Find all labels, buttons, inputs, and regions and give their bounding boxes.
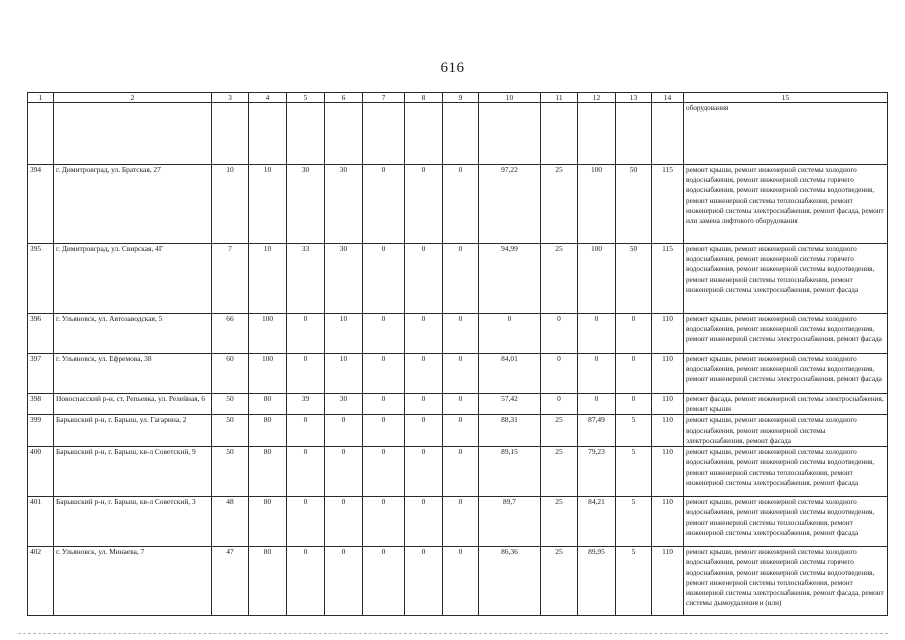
value-cell: 0 xyxy=(325,415,363,447)
row-number-cell: 398 xyxy=(28,394,54,415)
value-cell: 100 xyxy=(249,354,287,394)
column-number-4: 4 xyxy=(249,93,287,103)
address-cell: Барышский р-н, г. Барыш, ул. Гагарина, 2 xyxy=(54,415,212,447)
value-cell: 50 xyxy=(212,394,249,415)
value-cell: 115 xyxy=(652,244,684,314)
value-cell: 79,23 xyxy=(578,447,616,497)
value-cell: 30 xyxy=(325,394,363,415)
column-number-15: 15 xyxy=(684,93,888,103)
value-cell: 25 xyxy=(541,165,578,244)
row-number-cell: 395 xyxy=(28,244,54,314)
value-cell: 0 xyxy=(443,244,479,314)
value-cell xyxy=(287,103,325,165)
value-cell xyxy=(249,103,287,165)
value-cell: 0 xyxy=(405,244,443,314)
address-cell: г. Димитровград, ул. Свирская, 4Г xyxy=(54,244,212,314)
repair-program-table xyxy=(27,92,888,616)
value-cell: 0 xyxy=(325,547,363,616)
value-cell: 0 xyxy=(578,394,616,415)
value-cell xyxy=(479,103,541,165)
value-cell: 110 xyxy=(652,415,684,447)
address-cell: г. Ульяновск, ул. Автозаводская, 5 xyxy=(54,314,212,354)
row-number-cell: 394 xyxy=(28,165,54,244)
value-cell: 0 xyxy=(363,394,405,415)
row-number-cell: 402 xyxy=(28,547,54,616)
value-cell: 100 xyxy=(249,314,287,354)
works-list-cell: ремонт крыши, ремонт инженерной системы холодного водоснабжения, ремонт инженерной системы водоотведения, ремонт инженерной системы теплоснабжения, ремонт инженерной системы электроснабжения, ремонт фасада xyxy=(684,497,888,547)
value-cell: 5 xyxy=(616,447,652,497)
value-cell: 110 xyxy=(652,394,684,415)
value-cell: 110 xyxy=(652,497,684,547)
value-cell: 50 xyxy=(212,415,249,447)
value-cell: 89,7 xyxy=(479,497,541,547)
value-cell: 110 xyxy=(652,314,684,354)
value-cell: 0 xyxy=(443,547,479,616)
column-number-1: 1 xyxy=(28,93,54,103)
value-cell: 0 xyxy=(363,354,405,394)
value-cell: 0 xyxy=(287,547,325,616)
row-number-cell: 400 xyxy=(28,447,54,497)
value-cell: 0 xyxy=(541,394,578,415)
value-cell: 39 xyxy=(287,394,325,415)
row-number-cell: 399 xyxy=(28,415,54,447)
works-list-cell: ремонт крыши, ремонт инженерной системы холодного водоснабжения, ремонт инженерной системы водоотведения, ремонт инженерной системы электроснабжения, ремонт фасада xyxy=(684,314,888,354)
table-row xyxy=(28,165,888,244)
value-cell xyxy=(363,103,405,165)
value-cell: 84,21 xyxy=(578,497,616,547)
value-cell: 89,15 xyxy=(479,447,541,497)
value-cell: 100 xyxy=(578,165,616,244)
value-cell: 0 xyxy=(405,165,443,244)
address-cell: Барышский р-н, г. Барыш, кв-л Советский, 9 xyxy=(54,447,212,497)
address-cell xyxy=(54,103,212,165)
works-list-cell: ремонт крыши, ремонт инженерной системы холодного водоснабжения, ремонт инженерной системы электроснабжения, ремонт фасада xyxy=(684,415,888,447)
value-cell: 5 xyxy=(616,547,652,616)
value-cell: 0 xyxy=(287,497,325,547)
address-cell: г. Ульяновск, ул. Минаева, 7 xyxy=(54,547,212,616)
works-list-cell: оборудования xyxy=(684,103,888,165)
value-cell: 110 xyxy=(652,547,684,616)
address-cell: Барышский р-н, г. Барыш, кв-л Советский, 3 xyxy=(54,497,212,547)
value-cell: 0 xyxy=(363,547,405,616)
value-cell: 0 xyxy=(363,244,405,314)
row-number-cell: 396 xyxy=(28,314,54,354)
table-body xyxy=(28,103,888,616)
table-row xyxy=(28,244,888,314)
value-cell: 0 xyxy=(287,314,325,354)
value-cell: 30 xyxy=(287,165,325,244)
column-number-5: 5 xyxy=(287,93,325,103)
value-cell: 0 xyxy=(541,314,578,354)
value-cell: 0 xyxy=(405,394,443,415)
row-number-cell xyxy=(28,103,54,165)
value-cell: 7 xyxy=(212,244,249,314)
value-cell: 5 xyxy=(616,415,652,447)
value-cell: 100 xyxy=(578,244,616,314)
table-row xyxy=(28,415,888,447)
value-cell: 25 xyxy=(541,447,578,497)
column-number-11: 11 xyxy=(541,93,578,103)
table-row xyxy=(28,547,888,616)
value-cell: 0 xyxy=(443,447,479,497)
value-cell xyxy=(652,103,684,165)
table-row xyxy=(28,497,888,547)
value-cell: 10 xyxy=(212,165,249,244)
value-cell xyxy=(405,103,443,165)
column-number-9: 9 xyxy=(443,93,479,103)
value-cell: 89,95 xyxy=(578,547,616,616)
value-cell: 80 xyxy=(249,394,287,415)
value-cell: 25 xyxy=(541,497,578,547)
value-cell: 0 xyxy=(405,497,443,547)
value-cell: 50 xyxy=(616,165,652,244)
value-cell: 87,49 xyxy=(578,415,616,447)
value-cell: 115 xyxy=(652,165,684,244)
value-cell: 0 xyxy=(405,415,443,447)
column-number-2: 2 xyxy=(54,93,212,103)
value-cell: 0 xyxy=(363,165,405,244)
table-row xyxy=(28,394,888,415)
value-cell: 0 xyxy=(578,314,616,354)
value-cell: 48 xyxy=(212,497,249,547)
column-number-12: 12 xyxy=(578,93,616,103)
value-cell xyxy=(325,103,363,165)
column-number-10: 10 xyxy=(479,93,541,103)
value-cell: 80 xyxy=(249,447,287,497)
value-cell: 10 xyxy=(249,165,287,244)
row-number-cell: 401 xyxy=(28,497,54,547)
value-cell: 25 xyxy=(541,547,578,616)
value-cell: 60 xyxy=(212,354,249,394)
value-cell: 0 xyxy=(479,314,541,354)
table-row xyxy=(28,314,888,354)
column-number-8: 8 xyxy=(405,93,443,103)
value-cell: 88,31 xyxy=(479,415,541,447)
page-bottom-edge xyxy=(18,633,888,634)
value-cell: 50 xyxy=(616,244,652,314)
value-cell: 0 xyxy=(325,497,363,547)
value-cell: 0 xyxy=(541,354,578,394)
value-cell: 25 xyxy=(541,244,578,314)
value-cell: 0 xyxy=(287,447,325,497)
table-row xyxy=(28,103,888,165)
value-cell: 25 xyxy=(541,415,578,447)
value-cell xyxy=(616,103,652,165)
value-cell: 57,42 xyxy=(479,394,541,415)
value-cell: 0 xyxy=(363,497,405,547)
column-number-3: 3 xyxy=(212,93,249,103)
value-cell: 0 xyxy=(616,314,652,354)
value-cell: 10 xyxy=(249,244,287,314)
value-cell: 0 xyxy=(363,447,405,497)
works-list-cell: ремонт крыши, ремонт инженерной системы холодного водоснабжения, ремонт инженерной системы водоотведения, ремонт инженерной системы электроснабжения, ремонт фасада xyxy=(684,354,888,394)
value-cell: 5 xyxy=(616,497,652,547)
value-cell: 94,99 xyxy=(479,244,541,314)
value-cell: 0 xyxy=(287,354,325,394)
works-list-cell: ремонт фасада, ремонт инженерной системы электроснабжения, ремонт крыши xyxy=(684,394,888,415)
value-cell: 0 xyxy=(405,354,443,394)
table-row xyxy=(28,354,888,394)
value-cell: 110 xyxy=(652,354,684,394)
works-list-cell: ремонт крыши, ремонт инженерной системы холодного водоснабжения, ремонт инженерной системы горячего водоснабжения, ремонт инженерной системы водоотведения, ремонт инженерной системы теплоснабжения, ремонт инженерной системы электроснабжения, ремонт фасада, ремонт системы дымоудаления и (или) xyxy=(684,547,888,616)
value-cell: 10 xyxy=(325,354,363,394)
value-cell: 0 xyxy=(616,354,652,394)
value-cell: 80 xyxy=(249,497,287,547)
value-cell: 47 xyxy=(212,547,249,616)
works-list-cell: ремонт крыши, ремонт инженерной системы холодного водоснабжения, ремонт инженерной системы водоотведения, ремонт инженерной системы теплоснабжения, ремонт инженерной системы электроснабжения, ремонт фасада xyxy=(684,447,888,497)
value-cell: 80 xyxy=(249,547,287,616)
column-number-7: 7 xyxy=(363,93,405,103)
value-cell: 0 xyxy=(405,447,443,497)
value-cell: 0 xyxy=(443,415,479,447)
value-cell: 0 xyxy=(443,165,479,244)
value-cell: 0 xyxy=(287,415,325,447)
value-cell: 30 xyxy=(325,244,363,314)
value-cell: 0 xyxy=(405,547,443,616)
value-cell xyxy=(541,103,578,165)
value-cell: 80 xyxy=(249,415,287,447)
value-cell: 30 xyxy=(325,165,363,244)
column-number-13: 13 xyxy=(616,93,652,103)
value-cell: 86,36 xyxy=(479,547,541,616)
value-cell: 97,22 xyxy=(479,165,541,244)
value-cell: 33 xyxy=(287,244,325,314)
works-list-cell: ремонт крыши, ремонт инженерной системы холодного водоснабжения, ремонт инженерной системы горячего водоснабжения, ремонт инженерной системы водоотведения, ремонт инженерной системы теплоснабжения, ремонт инженерной системы электроснабжения, ремонт фасада, ремонт или замена лифтового оборудования xyxy=(684,165,888,244)
column-number-row xyxy=(28,93,888,103)
address-cell: Новоспасский р-н, ст. Репьевка, ул. Релейная, 6 xyxy=(54,394,212,415)
value-cell: 0 xyxy=(578,354,616,394)
page-number: 616 xyxy=(440,60,465,76)
value-cell: 110 xyxy=(652,447,684,497)
value-cell: 0 xyxy=(443,394,479,415)
value-cell: 0 xyxy=(616,394,652,415)
value-cell: 0 xyxy=(443,497,479,547)
table-row xyxy=(28,447,888,497)
address-cell: г. Ульяновск, ул. Ефремова, 38 xyxy=(54,354,212,394)
value-cell xyxy=(443,103,479,165)
column-number-14: 14 xyxy=(652,93,684,103)
value-cell xyxy=(212,103,249,165)
value-cell: 0 xyxy=(363,314,405,354)
column-number-6: 6 xyxy=(325,93,363,103)
value-cell: 0 xyxy=(325,447,363,497)
value-cell: 0 xyxy=(443,354,479,394)
value-cell: 84,01 xyxy=(479,354,541,394)
works-list-cell: ремонт крыши, ремонт инженерной системы холодного водоснабжения, ремонт инженерной системы горячего водоснабжения, ремонт инженерной системы водоотведения, ремонт инженерной системы теплоснабжения, ремонт инженерной системы электроснабжения, ремонт фасада xyxy=(684,244,888,314)
address-cell: г. Димитровград, ул. Братская, 27 xyxy=(54,165,212,244)
value-cell: 0 xyxy=(363,415,405,447)
value-cell: 0 xyxy=(443,314,479,354)
row-number-cell: 397 xyxy=(28,354,54,394)
value-cell: 10 xyxy=(325,314,363,354)
value-cell: 50 xyxy=(212,447,249,497)
value-cell: 66 xyxy=(212,314,249,354)
value-cell: 0 xyxy=(405,314,443,354)
value-cell xyxy=(578,103,616,165)
